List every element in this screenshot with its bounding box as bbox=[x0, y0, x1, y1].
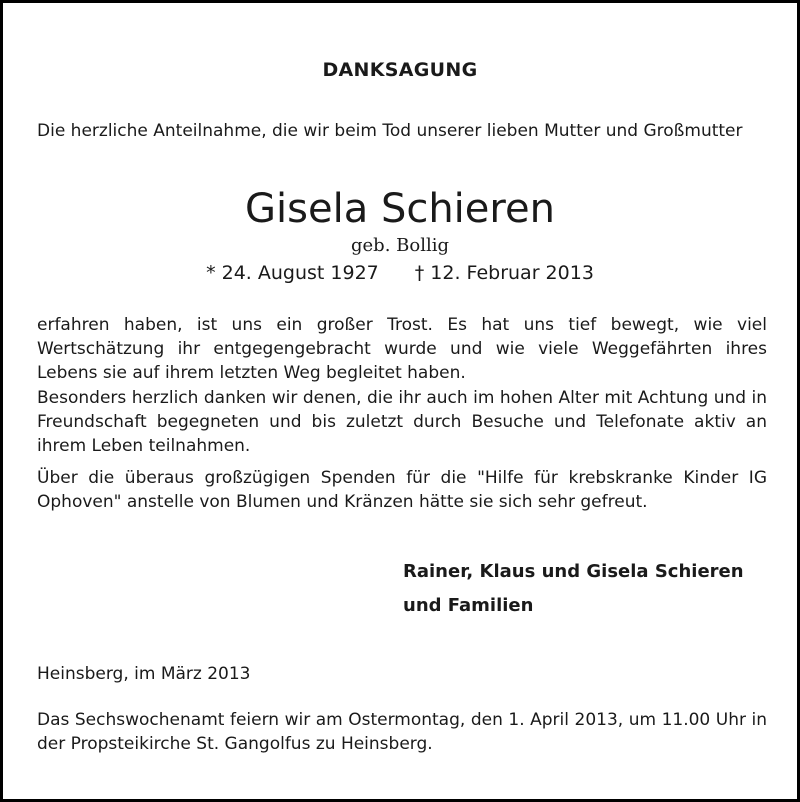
thanks-paragraph-1: erfahren haben, ist uns ein großer Trost. Es hat uns tief bewegt, wie viel Wertschätzung ihr entgegengebracht wurde und wie viele Weggefährten ihres Lebens sie auf ihrem letzten Weg begleitet haben. bbox=[37, 315, 767, 383]
intro-paragraph: Die herzliche Anteilnahme, die wir beim Tod unserer lieben Mutter und Großmutter bbox=[37, 121, 743, 141]
death-date: † 12. Februar 2013 bbox=[414, 262, 594, 284]
place-date: Heinsberg, im März 2013 bbox=[37, 664, 251, 684]
birth-name: geb. Bollig bbox=[351, 235, 449, 256]
signature-families: und Familien bbox=[403, 595, 534, 616]
mass-announcement: Das Sechswochenamt feiern wir am Ostermontag, den 1. April 2013, um 11.00 Uhr in der Propsteikirche St. Gangolfus zu Heinsberg. bbox=[37, 710, 767, 754]
life-dates bbox=[3, 262, 797, 284]
notice-heading: DANKSAGUNG bbox=[322, 59, 478, 81]
birth-date: * 24. August 1927 bbox=[206, 262, 379, 284]
signature-names: Rainer, Klaus und Gisela Schieren bbox=[403, 561, 744, 582]
thanks-paragraph-3: Über die überaus großzügigen Spenden für die "Hilfe für krebskranke Kinder IG Ophoven" anstelle von Blumen und Kränzen hätte sie sich sehr gefreut. bbox=[37, 468, 767, 512]
deceased-name: Gisela Schieren bbox=[245, 186, 555, 232]
thanks-paragraph-2: Besonders herzlich danken wir denen, die ihr auch im hohen Alter mit Achtung und in Freundschaft begegneten und bis zuletzt durch Besuche und Telefonate aktiv an ihrem Leben teilnahmen. bbox=[37, 388, 767, 456]
